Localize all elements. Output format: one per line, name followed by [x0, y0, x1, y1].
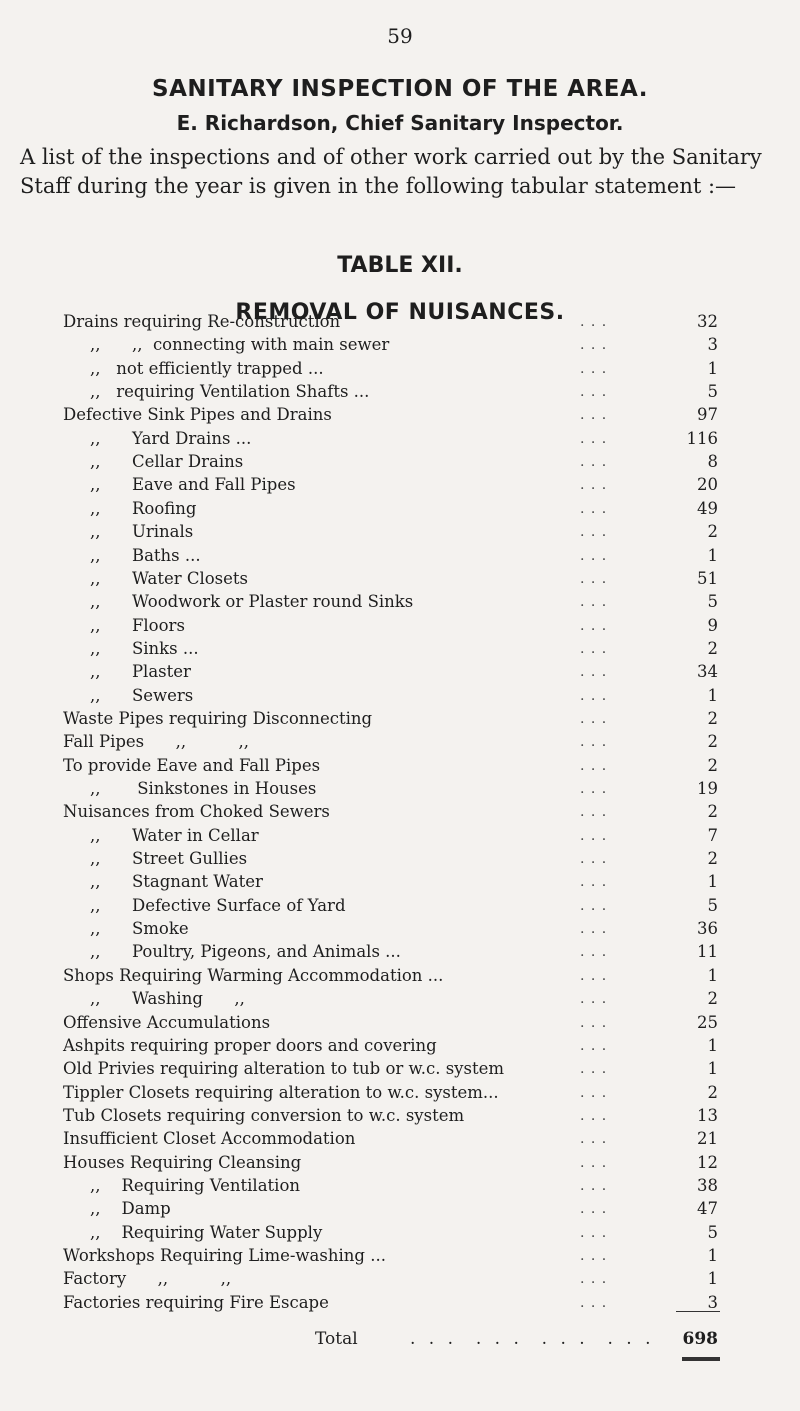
table-row	[0, 916, 800, 942]
row-value: 5	[707, 382, 718, 402]
row-value: 2	[707, 522, 718, 542]
row-label: ,, Stagnant Water	[90, 872, 263, 892]
leader-dots: . . .	[580, 314, 608, 330]
row-value: 97	[697, 405, 718, 425]
row-label: Defective Sink Pipes and Drains	[63, 405, 332, 425]
row-value: 2	[707, 802, 718, 822]
row-value: 2	[707, 755, 718, 775]
table-row	[0, 893, 800, 919]
row-value: 1	[707, 1059, 718, 1079]
row-value: 8	[707, 452, 718, 472]
table-row	[0, 379, 800, 405]
row-label: Nuisances from Choked Sewers	[63, 802, 330, 822]
row-value: 34	[697, 662, 718, 682]
leader-dots: . . .	[580, 337, 608, 354]
row-value: 1	[707, 1035, 718, 1055]
table-row	[0, 846, 800, 872]
leader-dots: . . .	[580, 851, 608, 868]
table-row	[0, 1266, 800, 1292]
row-value: 25	[697, 1012, 718, 1032]
leader-dots: . . .	[580, 524, 608, 541]
leader-dots: . . .	[580, 617, 608, 634]
row-value: 116	[686, 428, 718, 448]
table-row	[0, 1220, 800, 1246]
leader-dots: . . .	[580, 781, 608, 797]
table-row	[0, 472, 800, 498]
leader-dots: . . .	[580, 991, 608, 1008]
row-value: 1	[707, 358, 718, 378]
leader-dots: . . .	[580, 1061, 608, 1078]
row-value: 13	[697, 1105, 718, 1125]
table-row	[0, 823, 800, 849]
table-row	[0, 1056, 800, 1082]
leader-dots: . . .	[580, 1271, 608, 1288]
leader-dots: . . .	[580, 757, 608, 774]
row-value: 1	[707, 545, 718, 565]
row-value: 1	[707, 1246, 718, 1265]
table-row	[0, 589, 800, 615]
table-row	[0, 332, 800, 358]
row-label: Houses Requiring Cleansing	[63, 1152, 302, 1172]
row-label: ,, Water in Cellar	[90, 825, 259, 845]
table-row	[0, 1196, 800, 1222]
leader-dots: . . .	[580, 967, 608, 984]
row-value: 38	[697, 1175, 718, 1195]
row-label: Old Privies requiring alteration to tub or w.c. system	[63, 1059, 504, 1079]
row-label: Tippler Closets requiring alteration to w.c. system...	[63, 1082, 499, 1102]
total-value: 698	[682, 1329, 718, 1349]
row-label: ,, Requiring Ventilation	[90, 1175, 301, 1195]
row-value: 1	[707, 1269, 718, 1289]
row-label: ,, Yard Drains ...	[90, 428, 252, 448]
row-label: Factory ,, ,,	[63, 1269, 232, 1289]
table-row	[0, 1010, 800, 1036]
row-label: To provide Eave and Fall Pipes	[63, 755, 321, 775]
row-value: 12	[697, 1152, 718, 1172]
row-label: ,, not efficiently trapped ...	[90, 358, 324, 378]
leader-dots: . . .	[580, 570, 608, 587]
row-value: 5	[707, 592, 718, 612]
row-label: ,, Plaster	[90, 662, 191, 682]
table-row	[0, 869, 800, 895]
table-row	[0, 636, 800, 662]
leader-dots: . . .	[580, 804, 608, 821]
table-row	[0, 799, 800, 825]
total-rule	[676, 1311, 720, 1312]
row-value: 51	[697, 568, 718, 588]
total-row	[0, 1326, 800, 1352]
row-value: 36	[697, 919, 718, 939]
leader-dots: . . .	[580, 1154, 608, 1171]
row-value: 21	[697, 1129, 718, 1149]
table-heading: TABLE XII.	[337, 253, 463, 278]
leader-dots: . . .	[580, 594, 608, 611]
row-value: 2	[707, 708, 718, 728]
table-row	[0, 753, 800, 779]
leader-dots: . . .	[580, 430, 608, 447]
table-row	[0, 659, 800, 685]
leader-dots: . . .	[580, 477, 608, 494]
row-value: 2	[707, 732, 718, 752]
leader-dots: . . .	[580, 1014, 608, 1031]
leader-dots: . . .	[580, 500, 608, 517]
row-value: 19	[697, 779, 718, 798]
leader-dots: . . .	[580, 1177, 608, 1194]
row-value: 20	[697, 475, 718, 495]
leader-dots: . . .	[580, 1084, 608, 1101]
leader-dots: . . .	[580, 384, 608, 401]
row-label: ,, Cellar Drains	[90, 452, 244, 472]
row-label: ,, Eave and Fall Pipes	[90, 475, 296, 495]
row-label: Shops Requiring Warming Accommodation ...	[63, 965, 444, 985]
row-label: ,, Floors	[90, 615, 185, 635]
row-value: 5	[707, 1222, 718, 1242]
page-title: SANITARY INSPECTION OF THE AREA.	[152, 76, 648, 102]
row-value: 7	[707, 825, 718, 845]
table-row	[0, 496, 800, 522]
leader-dots: . . .	[580, 897, 608, 914]
leader-dots: . . .	[580, 1294, 608, 1311]
row-value: 1	[707, 685, 718, 705]
table-row	[0, 1103, 800, 1129]
row-label: ,, Sinks ...	[90, 638, 199, 658]
total-underline	[682, 1357, 720, 1361]
table-row	[0, 613, 800, 639]
row-label: Factories requiring Fire Escape	[63, 1292, 329, 1312]
row-label: ,, Baths ...	[90, 545, 201, 565]
table-row	[0, 519, 800, 545]
intro-paragraph: A list of the inspections and of other work carried out by the Sanitary Staff during the year is given in the following tabular statement :—	[20, 145, 762, 198]
leader-dots: . . .	[580, 827, 608, 844]
leader-dots: . . .	[580, 1248, 608, 1264]
table-row	[0, 426, 800, 452]
row-value: 32	[697, 312, 718, 331]
table-row	[0, 1126, 800, 1152]
row-label: ,, Requiring Water Supply	[90, 1222, 323, 1242]
row-label: ,, Washing ,,	[90, 989, 245, 1009]
leader-dots: . . .	[580, 547, 608, 564]
row-label: ,, Roofing	[90, 498, 197, 518]
row-label: ,, Woodwork or Plaster round Sinks	[90, 592, 414, 612]
leader-dots: . . .	[580, 454, 608, 471]
leader-dots: . . . . . . . . . . . .	[410, 1329, 655, 1349]
leader-dots: . . .	[580, 710, 608, 727]
table-row	[0, 1033, 800, 1059]
table-row	[0, 402, 800, 428]
table-row	[0, 683, 800, 709]
table-row	[0, 1173, 800, 1199]
row-value: 5	[707, 895, 718, 915]
table-row	[0, 1243, 800, 1269]
table-row	[0, 543, 800, 569]
row-label: Ashpits requiring proper doors and covering	[63, 1035, 437, 1055]
table-row	[0, 1150, 800, 1176]
leader-dots: . . .	[580, 1224, 608, 1241]
row-label: Tub Closets requiring conversion to w.c. system	[63, 1105, 465, 1125]
row-value: 9	[707, 615, 718, 635]
leader-dots: . . .	[580, 1107, 608, 1124]
row-label: ,, Smoke	[90, 919, 189, 939]
total-label: Total	[315, 1329, 358, 1349]
row-value: 2	[707, 1082, 718, 1102]
table-row	[0, 449, 800, 475]
row-label: Drains requiring Re-construction	[63, 312, 341, 331]
row-label: ,, Damp	[90, 1199, 171, 1219]
row-label: Workshops Requiring Lime-washing ...	[63, 1246, 386, 1265]
row-value: 11	[697, 942, 718, 962]
table-row	[0, 706, 800, 732]
row-label: Waste Pipes requiring Disconnecting	[63, 708, 373, 728]
table-subheading: REMOVAL OF NUISANCES.	[235, 300, 565, 325]
row-label: ,, Sewers	[90, 685, 194, 705]
row-value: 49	[697, 498, 718, 518]
row-value: 3	[707, 335, 718, 355]
page-number: 59	[387, 24, 413, 48]
author-line: E. Richardson, Chief Sanitary Inspector.	[176, 111, 624, 135]
row-label: ,, requiring Ventilation Shafts ...	[90, 382, 370, 402]
leader-dots: . . .	[580, 664, 608, 681]
table-row	[0, 729, 800, 755]
table-row	[0, 776, 800, 802]
table-row	[0, 963, 800, 989]
leader-dots: . . .	[580, 1131, 608, 1148]
table-row	[0, 566, 800, 592]
row-value: 2	[707, 849, 718, 869]
leader-dots: . . .	[580, 687, 608, 704]
table-row	[0, 309, 800, 335]
leader-dots: . . .	[580, 360, 608, 377]
row-label: Insufficient Closet Accommodation	[63, 1129, 356, 1149]
table-row	[0, 986, 800, 1012]
row-label: ,, ,, connecting with main sewer	[90, 335, 390, 355]
row-label: ,, Poultry, Pigeons, and Animals ...	[90, 942, 401, 962]
row-label: ,, Sinkstones in Houses	[90, 779, 317, 798]
row-label: ,, Defective Surface of Yard	[90, 895, 346, 915]
row-label: ,, Street Gullies	[90, 849, 248, 869]
row-value: 3	[707, 1292, 718, 1312]
table-row	[0, 939, 800, 965]
leader-dots: . . .	[580, 921, 608, 938]
row-value: 1	[707, 872, 718, 892]
row-value: 2	[707, 638, 718, 658]
row-label: Fall Pipes ,, ,,	[63, 732, 250, 752]
row-label: ,, Water Closets	[90, 568, 249, 588]
leader-dots: . . .	[580, 874, 608, 891]
table-row	[0, 356, 800, 382]
leader-dots: . . .	[580, 1037, 608, 1054]
row-value: 1	[707, 965, 718, 985]
table-row	[0, 1080, 800, 1106]
row-value: 2	[707, 989, 718, 1009]
leader-dots: . . .	[580, 944, 608, 961]
row-label: Offensive Accumulations	[63, 1012, 271, 1032]
leader-dots: . . .	[580, 407, 608, 424]
row-value: 47	[697, 1199, 718, 1219]
leader-dots: . . .	[580, 734, 608, 751]
leader-dots: . . .	[580, 640, 608, 657]
leader-dots: . . .	[580, 1201, 608, 1218]
row-label: ,, Urinals	[90, 522, 194, 542]
